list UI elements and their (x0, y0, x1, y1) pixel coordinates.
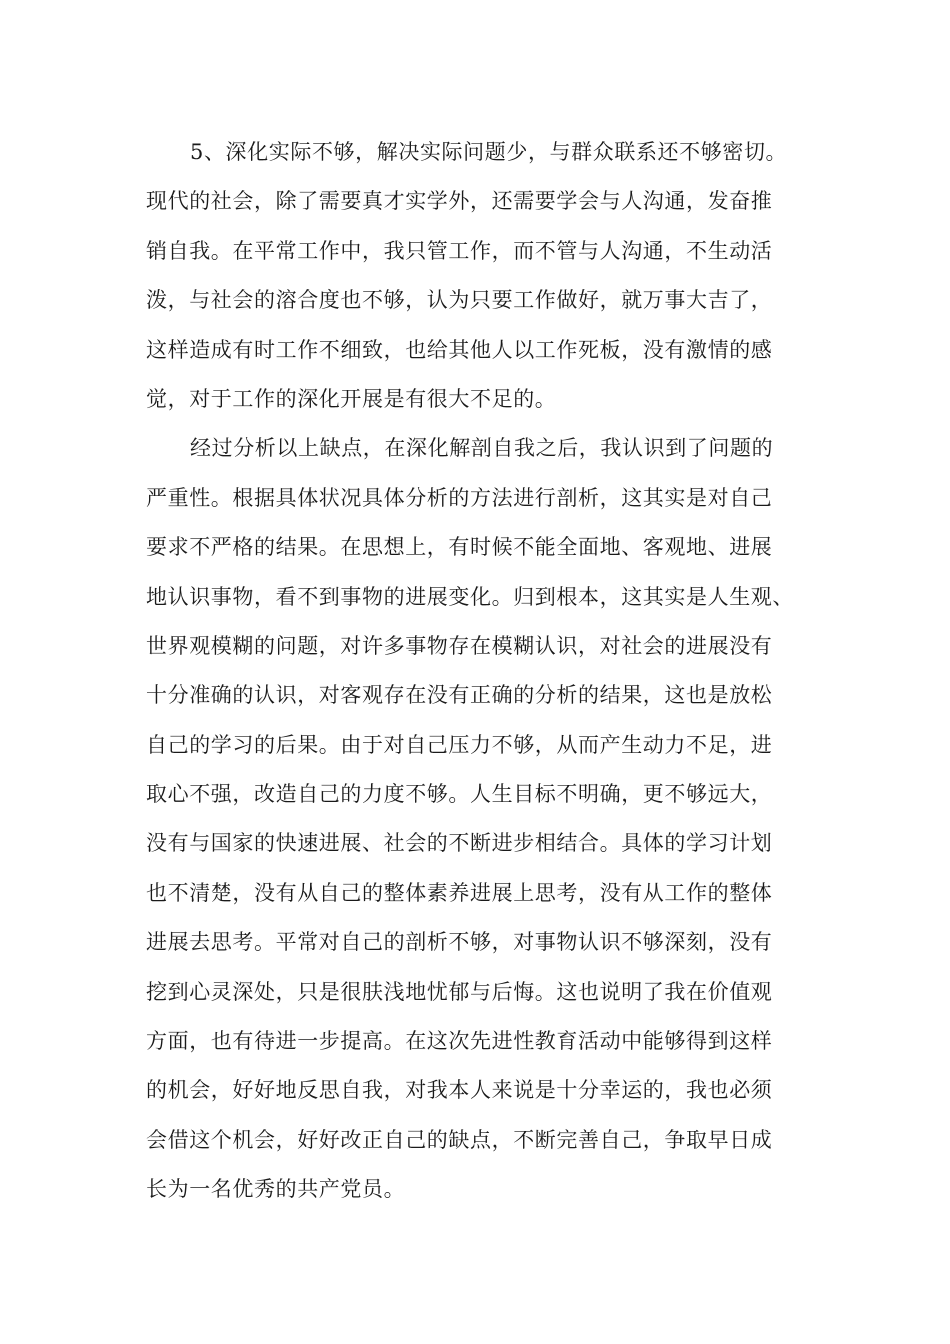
paragraph-line: 严重性。根据具体状况具体分析的方法进行剖析，这其实是对自己 (146, 485, 773, 510)
paragraph-line: 方面，也有待进一步提高。在这次先进性教育活动中能够得到这样 (146, 1029, 773, 1054)
paragraph-line: 没有与国家的快速进展、社会的不断进步相结合。具体的学习计划 (146, 831, 773, 856)
paragraph-line: 销自我。在平常工作中，我只管工作，而不管与人沟通，不生动活 (146, 238, 773, 263)
paragraph-1 (146, 128, 812, 424)
paragraph-line: 经过分析以上缺点，在深化解剖自我之后，我认识到了问题的 (190, 436, 774, 461)
paragraph-line: 长为一名优秀的共产党员。 (146, 1177, 406, 1202)
paragraph-2 (146, 424, 812, 1214)
paragraph-line: 现代的社会，除了需要真才实学外，还需要学会与人沟通，发奋推 (146, 189, 773, 214)
paragraph-line: 地认识事物，看不到事物的进展变化。归到根本，这其实是人生观、 (146, 584, 794, 609)
paragraph-line: 世界观模糊的问题，对许多事物存在模糊认识，对社会的进展没有 (146, 633, 773, 658)
paragraph-line: 觉，对于工作的深化开展是有很大不足的。 (146, 386, 557, 411)
document-body (146, 128, 812, 1215)
paragraph-line: 要求不严格的结果。在思想上，有时候不能全面地、客观地、进展 (146, 535, 773, 560)
paragraph-line: 取心不强，改造自己的力度不够。人生目标不明确，更不够远大， (146, 782, 773, 807)
paragraph-line: 的机会，好好地反思自我，对我本人来说是十分幸运的，我也必须 (146, 1078, 773, 1103)
paragraph-line: 挖到心灵深处，只是很肤浅地忧郁与后悔。这也说明了我在价值观 (146, 979, 773, 1004)
paragraph-line: 也不清楚，没有从自己的整体素养进展上思考，没有从工作的整体 (146, 880, 773, 905)
paragraph-line: 进展去思考。平常对自己的剖析不够，对事物认识不够深刻，没有 (146, 930, 773, 955)
paragraph-line: 自己的学习的后果。由于对自己压力不够，从而产生动力不足，进 (146, 732, 773, 757)
paragraph-line: 泼，与社会的溶合度也不够，认为只要工作做好，就万事大吉了， (146, 288, 773, 313)
paragraph-line: 5、深化实际不够，解决实际问题少，与群众联系还不够密切。 (190, 140, 788, 164)
paragraph-line: 这样造成有时工作不细致，也给其他人以工作死板，没有激情的感 (146, 337, 773, 362)
paragraph-line: 会借这个机会，好好改正自己的缺点，不断完善自己，争取早日成 (146, 1127, 773, 1152)
paragraph-line: 十分准确的认识，对客观存在没有正确的分析的结果，这也是放松 (146, 683, 773, 708)
